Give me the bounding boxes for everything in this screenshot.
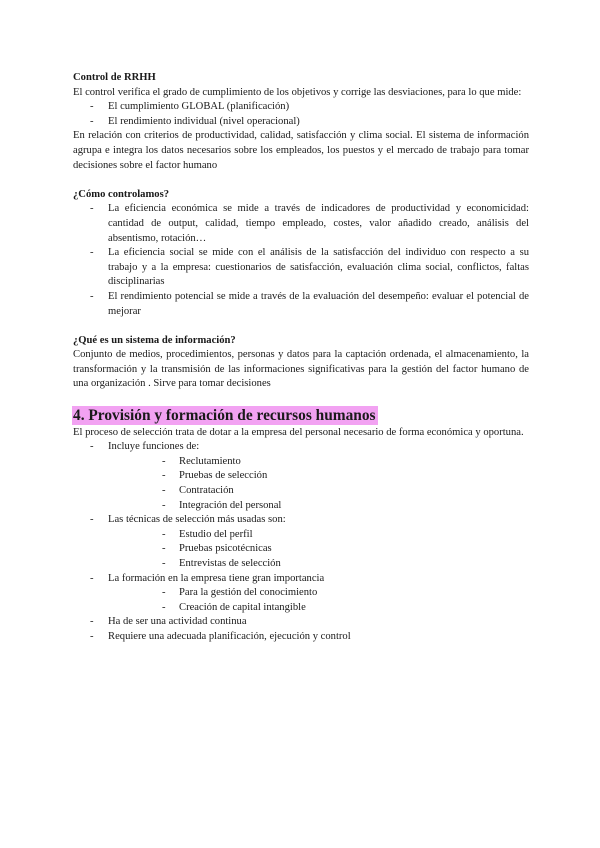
sub-list <box>108 528 529 572</box>
list-item <box>73 440 529 513</box>
list-item-label: Incluye funciones de: <box>108 441 200 453</box>
section-intro: El proceso de selección trata de dotar a la empresa del personal necesario de forma económica y oportuna. <box>73 426 524 438</box>
sub-list-item: - Pruebas psicotécnicas <box>108 542 529 557</box>
sistema-paragraph: Conjunto de medios, procedimientos, personas y datos para la captación ordenada, el almacenamiento, la transformación y la transmisión de las informaciones significativas para la gestión del factor humano de una organización . Sirve para tomar decisiones <box>73 349 529 390</box>
control-heading: Control de RRHH <box>73 72 156 83</box>
sub-list-item: - Creación de capital intangible <box>108 601 529 616</box>
list-item: - El rendimiento individual (nivel operacional) <box>73 115 529 130</box>
sistema-heading: ¿Qué es un sistema de información? <box>73 334 236 346</box>
sub-list <box>108 455 529 513</box>
control-paragraph: En relación con criterios de productividad, calidad, satisfacción y clima social. El sistema de información agrupa e integra los datos necesarios sobre los empleados, los puestos y el mercado de trabajo para tomar decisiones sobre el factor humano <box>73 130 529 171</box>
list-item <box>73 572 529 616</box>
sub-list-item: - Integración del personal <box>108 499 529 514</box>
sub-list-item: - Estudio del perfil <box>108 528 529 543</box>
list-item: - La eficiencia económica se mide a través de indicadores de productividad y economicidad: cantidad de output, calidad, tiempo empleado, costes, valor añadido creado, análisis del absentismo, rotación… <box>73 202 529 246</box>
sub-list-item: - Reclutamiento <box>108 455 529 470</box>
list-item: - Ha de ser una actividad continua <box>73 615 529 630</box>
control-intro: El control verifica el grado de cumplimiento de los objetivos y corrige las desviaciones, para lo que mide: <box>73 86 522 98</box>
list-item: - La eficiencia social se mide con el análisis de la satisfacción del individuo con respecto a su trabajo y a la empresa: cuestionarios de satisfacción, evaluación clima social, conflictos, faltas disciplinarias <box>73 246 529 290</box>
control-list <box>73 100 529 129</box>
como-heading: ¿Cómo controlamos? <box>73 188 170 200</box>
sub-list-item: - Pruebas de selección <box>108 469 529 484</box>
document-page <box>73 71 529 645</box>
list-item-label: La formación en la empresa tiene gran importancia <box>108 572 325 584</box>
sub-list <box>108 586 529 615</box>
list-item: - El cumplimiento GLOBAL (planificación) <box>73 100 529 115</box>
como-list <box>73 202 529 319</box>
list-item: - El rendimiento potencial se mide a través de la evaluación del desempeño: evaluar el potencial de mejorar <box>73 290 529 319</box>
section-title: 4. Provisión y formación de recursos humanos <box>73 407 376 425</box>
sub-list-item: - Contratación <box>108 484 529 499</box>
list-item-label: Las técnicas de selección más usadas son: <box>108 514 286 526</box>
sub-list-item: - Entrevistas de selección <box>108 557 529 572</box>
section-list <box>73 440 529 644</box>
list-item: - Requiere una adecuada planificación, ejecución y control <box>73 630 529 645</box>
sub-list-item: - Para la gestión del conocimiento <box>108 586 529 601</box>
list-item <box>73 513 529 571</box>
